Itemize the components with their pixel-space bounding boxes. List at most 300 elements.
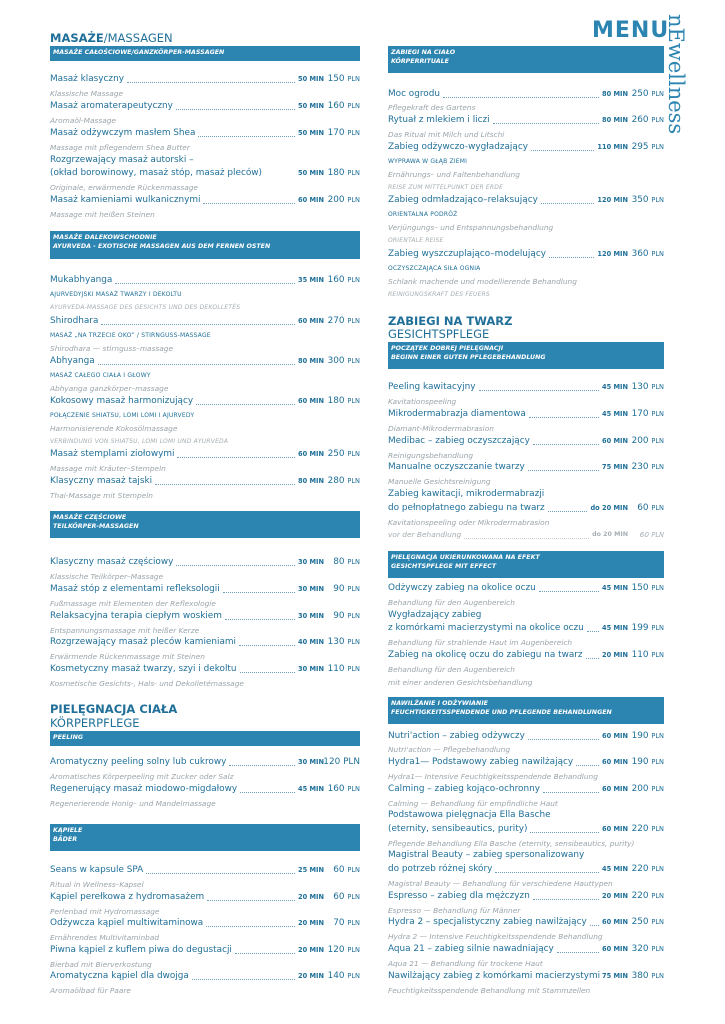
category-band xyxy=(50,511,360,538)
menu-item-price: 60 PLN xyxy=(333,892,360,902)
category-band-line: KÖRPERRITUALE xyxy=(391,57,449,65)
menu-item-name: Peeling kawitacyjny xyxy=(388,382,476,392)
menu-item-row xyxy=(388,530,664,543)
menu-item-translation: Kosmetische Gesichts-, Hals- und Dekolletémassage xyxy=(50,679,244,688)
menu-item-price: 200 PLN xyxy=(631,784,664,794)
menu-item-price: 250 PLN xyxy=(631,89,664,99)
menu-item-subtitle-translation: AYURVEDA-MASSAGE DES GESICHTS UND DES DEKOLLETÉS xyxy=(50,304,241,311)
menu-item-currency: PLN xyxy=(651,785,664,793)
menu-item-row xyxy=(50,918,360,931)
menu-item-duration: 60 MIN xyxy=(297,196,324,204)
dot-leader xyxy=(176,109,295,110)
menu-item-row xyxy=(388,623,664,636)
menu-item-price: 60 PLN xyxy=(333,865,360,875)
menu-item-currency: PLN xyxy=(651,865,664,873)
menu-item-currency: PLN xyxy=(347,102,360,110)
menu-item-duration: 45 MIN xyxy=(297,785,324,793)
dot-leader xyxy=(493,123,599,124)
menu-item-price: 199 PLN xyxy=(631,623,664,633)
menu-item-row xyxy=(388,436,664,449)
category-band xyxy=(388,342,664,369)
menu-item-row xyxy=(50,316,360,329)
menu-item-name: Nawilżający zabieg z komórkami macierzystymi xyxy=(388,971,601,981)
menu-item-row xyxy=(388,917,664,930)
menu-item-price: 120 PLN xyxy=(323,757,360,767)
menu-item-translation: Abhyanga ganzkörper–massage xyxy=(50,384,169,393)
dot-leader xyxy=(495,872,599,873)
menu-item-duration: 60 MIN xyxy=(297,450,324,458)
menu-item-price: 120 PLN xyxy=(327,945,360,955)
menu-item-duration: 75 MIN xyxy=(601,972,628,980)
menu-item-name: Relaksacyjna terapia ciepłym woskiem xyxy=(50,611,222,621)
category-band-line: GESICHTSPFLEGE MIT EFFECT xyxy=(391,562,497,570)
dot-leader xyxy=(541,203,595,204)
menu-item-row xyxy=(50,664,360,677)
menu-item-duration: 60 MIN xyxy=(601,732,628,740)
menu-item-duration: 60 MIN xyxy=(601,785,628,793)
dot-leader xyxy=(530,832,599,833)
dot-leader xyxy=(531,150,594,151)
menu-title: MENU xyxy=(592,18,670,43)
section-title-main: PIELĘGNACJA CIAŁA xyxy=(50,702,178,716)
menu-item-row xyxy=(388,891,664,904)
dot-leader xyxy=(240,792,295,793)
menu-item-translation: Aromaölbad für Paare xyxy=(50,986,131,995)
category-band-line: AYURVEDA - EXOTISCHE MASSAGEN AUS DEM FERNEN OSTEN xyxy=(53,242,271,250)
menu-item-translation: Aqua 21 — Behandlung für trockene Haut xyxy=(388,959,543,968)
menu-item-price: 90 PLN xyxy=(333,611,360,621)
menu-item-currency: PLN xyxy=(651,531,664,539)
dot-leader xyxy=(192,979,295,980)
menu-item-translation: Verjüngungs– und Entspannungsbehandlung xyxy=(388,223,554,232)
menu-item-duration: 45 MIN xyxy=(601,584,628,592)
menu-item-name: Odżywcza kąpiel multiwitaminowa xyxy=(50,918,204,928)
menu-item-name: do potrzeb różnej skóry xyxy=(388,864,493,874)
menu-item-translation: Thai-Massage mit Stempeln xyxy=(50,491,153,500)
menu-item-row xyxy=(50,865,360,878)
menu-item-row xyxy=(388,89,664,102)
menu-item-price: 160 PLN xyxy=(327,101,360,111)
category-band-line: ZABIEGI NA CIAŁO xyxy=(391,49,456,56)
menu-item-duration: 50 MIN xyxy=(297,75,324,83)
menu-item-price: 220 PLN xyxy=(631,824,664,834)
menu-item-currency: PLN xyxy=(651,825,664,833)
menu-item-currency: PLN xyxy=(347,129,360,137)
dot-leader xyxy=(206,926,295,927)
menu-item-translation: Klassische Teilkörper–Massage xyxy=(50,572,164,581)
menu-item-row xyxy=(388,503,664,516)
menu-item-translation: Diamant-Mikrodermabrasion xyxy=(388,424,494,433)
menu-item-translation: Pflegekraft des Gartens xyxy=(388,103,476,112)
menu-item-row xyxy=(388,409,664,422)
menu-item-price: 200 PLN xyxy=(327,195,360,205)
dot-leader xyxy=(576,765,599,766)
menu-item-currency: PLN xyxy=(651,116,664,124)
category-band xyxy=(50,231,360,259)
dot-leader xyxy=(203,203,295,204)
dot-leader xyxy=(98,364,295,365)
menu-item-row xyxy=(388,249,664,262)
menu-item-name-line xyxy=(50,155,360,168)
menu-item-price: 60 PLN xyxy=(637,503,664,513)
dot-leader xyxy=(239,645,295,646)
menu-item-translation: Regenerierende Honig– und Mandelmassage xyxy=(50,799,216,808)
menu-item-translation: Manuelle Gesichtsreinigung xyxy=(388,477,491,486)
dot-leader xyxy=(229,765,295,766)
menu-item-name: Kosmetyczny masaż twarzy, szyi i dekoltu xyxy=(50,664,237,674)
menu-item-translation: Nutri'action — Pflegebehandlung xyxy=(388,745,511,754)
dot-leader xyxy=(587,631,599,632)
dot-leader xyxy=(557,952,599,953)
category-band-line: TEILKÖRPER-MASSAGEN xyxy=(53,522,139,530)
menu-item-row xyxy=(388,462,664,475)
menu-item-name: Rytuał z mlekiem i liczi xyxy=(388,115,490,125)
menu-item-subtitle: POŁĄCZENIE SHIATSU, LOMI LOMI I AJURVEDY xyxy=(50,412,195,419)
menu-item-row xyxy=(50,396,360,409)
menu-item-duration: 120 MIN xyxy=(597,250,628,258)
section-title-main: MASAŻE xyxy=(50,31,104,45)
menu-item-name: Rozgrzewający masaż pleców kamieniami xyxy=(50,637,237,647)
menu-item-translation: Erwärmende Rückenmassage mit Steinen xyxy=(50,652,205,661)
category-band xyxy=(50,46,360,61)
menu-item-subtitle-translation: REINIGUNGSKRAFT DES FEUERS xyxy=(388,291,490,298)
menu-item-row xyxy=(388,142,664,155)
menu-item-duration: do 20 MIN xyxy=(590,504,628,512)
menu-item-row xyxy=(50,945,360,958)
menu-item-row xyxy=(50,611,360,624)
category-band xyxy=(50,824,360,851)
menu-item-name: (okład borowinowy, masaż stóp, masaż pleców) xyxy=(50,168,262,178)
dot-leader xyxy=(127,82,295,83)
menu-item-currency: PLN xyxy=(651,437,664,445)
menu-item-translation: Shirodhara — stirnguss–massage xyxy=(50,344,174,353)
menu-item-price: 190 PLN xyxy=(631,757,664,767)
menu-item-price: 280 PLN xyxy=(327,476,360,486)
menu-item-currency: PLN xyxy=(347,866,360,874)
menu-item-duration: 20 MIN xyxy=(297,946,324,954)
menu-item-currency: PLN xyxy=(343,757,360,767)
menu-item-price: 250 PLN xyxy=(631,917,664,927)
menu-item-currency: PLN xyxy=(347,317,360,325)
dot-leader xyxy=(240,672,295,673)
menu-item-row xyxy=(50,128,360,141)
menu-item-currency: PLN xyxy=(651,143,664,151)
menu-item-duration: 60 MIN xyxy=(297,397,324,405)
menu-item-price: 160 PLN xyxy=(327,275,360,285)
category-band-line: KĄPIELE xyxy=(53,827,83,834)
menu-item-price: 230 PLN xyxy=(631,462,664,472)
menu-item-currency: PLN xyxy=(347,665,360,673)
dot-leader xyxy=(177,457,295,458)
menu-item-price: 70 PLN xyxy=(333,918,360,928)
menu-item-subtitle-translation: ORIENTALE REISE xyxy=(388,237,444,244)
menu-item-name: Hydra1— Podstawowy zabieg nawilżający xyxy=(388,757,574,767)
menu-item-duration: 60 MIN xyxy=(601,825,628,833)
menu-item-currency: PLN xyxy=(347,169,360,177)
menu-item-translation: Kavitationspeeling xyxy=(388,397,457,406)
brand-vertical-title xyxy=(664,14,688,154)
menu-item-name: Klasyczny masaż częściowy xyxy=(50,557,174,567)
menu-item-price: 130 PLN xyxy=(327,637,360,647)
menu-item-row xyxy=(50,101,360,114)
menu-item-duration: 50 MIN xyxy=(297,169,324,177)
menu-item-name: Masaż stóp z elementami refleksologii xyxy=(50,584,220,594)
menu-item-duration: 45 MIN xyxy=(601,383,628,391)
dot-leader xyxy=(528,470,599,471)
menu-item-duration: 30 MIN xyxy=(297,758,324,766)
menu-item-row xyxy=(50,74,360,87)
menu-item-translation: Originale, erwärmende Rückenmassage xyxy=(50,183,198,192)
dot-leader xyxy=(225,619,295,620)
menu-item-duration: 20 MIN xyxy=(297,919,324,927)
menu-item-name: Magistral Beauty – zabieg spersonalizowany xyxy=(388,850,585,860)
menu-item-name-line xyxy=(388,610,664,623)
menu-item-currency: PLN xyxy=(651,410,664,418)
menu-item-duration: 80 MIN xyxy=(601,116,628,124)
menu-item-currency: PLN xyxy=(651,972,664,980)
menu-item-name: vor der Behandlung xyxy=(388,530,462,539)
menu-item-name: Podstawowa pielęgnacja Ella Basche xyxy=(388,810,551,820)
menu-item-price: 190 PLN xyxy=(631,731,664,741)
menu-item-duration: 60 MIN xyxy=(601,437,628,445)
dot-leader xyxy=(548,511,588,512)
menu-item-row xyxy=(50,557,360,570)
menu-item-subtitle-translation: REISE ZUM MITTELPUNKT DER ERDE xyxy=(388,184,504,191)
menu-item-currency: PLN xyxy=(651,758,664,766)
menu-item-price: 220 PLN xyxy=(631,891,664,901)
menu-item-price: 180 PLN xyxy=(327,396,360,406)
dot-leader xyxy=(590,925,599,926)
menu-item-row xyxy=(388,971,664,984)
menu-item-name: Mukabhyanga xyxy=(50,275,113,285)
menu-item-currency: PLN xyxy=(347,75,360,83)
menu-item-price: 180 PLN xyxy=(327,168,360,178)
dot-leader xyxy=(198,136,295,137)
menu-item-row xyxy=(50,195,360,208)
menu-item-name: Masaż odżywczym masłem Shea xyxy=(50,128,196,138)
dot-leader xyxy=(235,953,295,954)
menu-item-name: Aromatyczny peeling solny lub cukrowy xyxy=(50,757,227,767)
menu-item-translation: Hydra1— Intensive Feuchtigkeitsspendende Behandlung xyxy=(388,772,598,781)
menu-item-name: Zabieg wyszczuplająco–modelujący xyxy=(388,249,546,259)
category-band-line: POCZĄTEK DOBREJ PIELĘGNACJI xyxy=(391,345,504,352)
menu-item-name: Klasyczny masaż tajski xyxy=(50,476,153,486)
menu-item-subtitle: AJURVEDYJSKI MASAŻ TWARZY I DEKOLTU xyxy=(50,291,182,298)
menu-item-currency: PLN xyxy=(347,196,360,204)
menu-item-name: Mikrodermabrazja diamentowa xyxy=(388,409,526,419)
menu-item-name: Wygładzający zabieg xyxy=(388,610,482,620)
menu-item-name: Calming – zabieg kojąco-ochronny xyxy=(388,784,540,794)
section-title-main: ZABIEGI NA TWARZ xyxy=(388,314,513,328)
menu-item-translation: Massage mit heißen Steinen xyxy=(50,210,155,219)
category-band xyxy=(388,551,664,578)
menu-item-price: 170 PLN xyxy=(631,409,664,419)
dot-leader xyxy=(176,565,295,566)
category-band-line: FEUCHTIGKEITSSPENDENDE UND PFLEGENDE BEHANDLUNGEN xyxy=(391,708,612,716)
menu-item-translation: Das Ritual mit Milch und Litschi xyxy=(388,130,505,139)
category-band-line: BÄDER xyxy=(53,835,78,843)
menu-item-name: Abhyanga xyxy=(50,356,95,366)
menu-item-currency: PLN xyxy=(651,196,664,204)
menu-item-name: Kąpiel perełkowa z hydromasażem xyxy=(50,892,205,902)
menu-item-currency: PLN xyxy=(347,946,360,954)
menu-item-translation: Ritual in Wellness–Kapsel xyxy=(50,880,144,889)
menu-item-translation: Magistral Beauty — Behandlung für verschiedene Hauttypen xyxy=(388,879,613,888)
menu-item-translation: Behandlung für strahlende Haut im Augenbereich xyxy=(388,638,573,647)
dot-leader xyxy=(539,591,599,592)
menu-item-translation: Aromatisches Körperpeeling mit Zucker oder Salz xyxy=(50,772,234,781)
dot-leader xyxy=(479,390,599,391)
dot-leader xyxy=(586,658,599,659)
menu-item-subtitle-translation: VERBINDUNG VON SHIATSU, LOMI LOMI UND AYURVEDA xyxy=(50,438,229,445)
menu-item-currency: PLN xyxy=(651,918,664,926)
section-title-translation: GESICHTSPFLEGE xyxy=(388,327,490,341)
menu-item-row xyxy=(388,784,664,797)
menu-item-price: 90 PLN xyxy=(333,584,360,594)
menu-item-name: Regenerujący masaż miodowo-migdałowy xyxy=(50,784,238,794)
menu-item-price: 60 PLN xyxy=(639,530,664,539)
menu-item-name: Shirodhara xyxy=(50,316,99,326)
menu-item-duration: 110 MIN xyxy=(597,143,628,151)
menu-item-currency: PLN xyxy=(651,250,664,258)
menu-item-price: 380 PLN xyxy=(631,971,664,981)
menu-item-name: Moc ogrodu xyxy=(388,89,440,99)
menu-item-duration: 20 MIN xyxy=(601,892,628,900)
menu-item-duration: 20 MIN xyxy=(601,651,628,659)
menu-item-name: Zabieg kawitacji, mikrodermabrazji xyxy=(388,489,545,499)
menu-item-row xyxy=(50,971,360,984)
menu-item-currency: PLN xyxy=(651,383,664,391)
menu-item-duration: 25 MIN xyxy=(297,866,324,874)
section-title-sub: /MASSAGEN xyxy=(103,31,173,45)
menu-item-row xyxy=(50,168,360,181)
menu-item-duration: 75 MIN xyxy=(601,463,628,471)
menu-item-currency: PLN xyxy=(347,893,360,901)
dot-leader xyxy=(549,257,594,258)
menu-item-row xyxy=(388,731,664,744)
menu-item-translation: Espresso — Behandlung für Männer xyxy=(388,906,521,915)
menu-item-price: 110 PLN xyxy=(631,650,664,660)
dot-leader xyxy=(528,739,599,740)
menu-item-currency: PLN xyxy=(347,477,360,485)
menu-item-currency: PLN xyxy=(347,638,360,646)
menu-item-row xyxy=(388,824,664,837)
menu-item-name: Seans w kapsule SPA xyxy=(50,865,144,875)
menu-item-duration: 20 MIN xyxy=(297,972,324,980)
menu-item-translation: Ernährendes Multivitaminbad xyxy=(50,933,160,942)
menu-item-name-line xyxy=(388,810,664,823)
menu-item-subtitle: ORIENTALNA PODRÓŻ xyxy=(388,211,458,218)
menu-item-name: (eternity, sensibeautics, purity) xyxy=(388,824,528,834)
category-band-line: MASAŻE CZĘŚCIOWE xyxy=(53,514,127,521)
menu-item-translation: Behandlung für den Augenbereich xyxy=(388,665,515,674)
menu-item-name: Zabieg odmładzająco–relaksujący xyxy=(388,195,538,205)
menu-item-name: Aromatyczna kąpiel dla dwojga xyxy=(50,971,189,981)
menu-item-price: 80 PLN xyxy=(333,557,360,567)
section-title xyxy=(50,702,177,716)
menu-item-currency: PLN xyxy=(347,972,360,980)
menu-item-name: Masaż aromaterapeutyczny xyxy=(50,101,173,111)
menu-item-name: Manualne oczyszczanie twarzy xyxy=(388,462,525,472)
menu-item-price: 300 PLN xyxy=(327,356,360,366)
menu-item-currency: PLN xyxy=(651,504,664,512)
menu-item-translation: Hydra 2 — Intensive Feuchtigkeitsspendende Behandlung xyxy=(388,932,603,941)
dot-leader xyxy=(155,484,295,485)
menu-item-translation: Kavitationspeeling oder Mikrodermabrasion xyxy=(388,518,550,527)
menu-item-translation: Pflegende Behandlung Ella Basche (eternity, sensibeautics, purity) xyxy=(388,839,635,848)
menu-item-duration: 30 MIN xyxy=(297,558,324,566)
menu-item-currency: PLN xyxy=(347,612,360,620)
category-band-line: NAWILŻANIE I ODŻYWIANIE xyxy=(391,700,488,707)
menu-item-currency: PLN xyxy=(347,450,360,458)
menu-item-duration: 120 MIN xyxy=(597,196,628,204)
menu-item-name: Espresso – zabieg dla mężczyzn xyxy=(388,891,530,901)
dot-leader xyxy=(196,404,295,405)
menu-item-translation: Massage mit Kräuter–Stempeln xyxy=(50,464,166,473)
menu-item-price: 170 PLN xyxy=(327,128,360,138)
category-band-line: MASAŻE CAŁOŚCIOWE/GANZKÖRPER-MASSAGEN xyxy=(53,49,225,56)
menu-item-duration: 20 MIN xyxy=(297,893,324,901)
menu-item-duration: 60 MIN xyxy=(601,758,628,766)
menu-item-translation: Fußmassage mit Elementen der Reflexologie xyxy=(50,599,216,608)
menu-item-translation: Massage mit pflegendem Shea Butter xyxy=(50,143,190,152)
dot-leader xyxy=(464,538,589,539)
menu-item-name-line xyxy=(388,850,664,863)
menu-item-price: 295 PLN xyxy=(631,142,664,152)
menu-item-translation: Entspannungsmassage mit heißer Kerze xyxy=(50,626,200,635)
dot-leader xyxy=(115,283,295,284)
brand-name: nEwellness xyxy=(664,14,688,135)
menu-item-price: 350 PLN xyxy=(631,195,664,205)
menu-item-duration: 30 MIN xyxy=(297,585,324,593)
menu-item-subtitle: WYPRAWA W GŁĄB ZIEMI xyxy=(388,158,468,165)
menu-item-price: 220 PLN xyxy=(631,864,664,874)
menu-item-name: Zabieg odżywczo-wygładzający xyxy=(388,142,528,152)
menu-item-currency: PLN xyxy=(347,785,360,793)
menu-item-row xyxy=(50,892,360,905)
dot-leader xyxy=(543,792,599,793)
dot-leader xyxy=(443,97,599,98)
menu-item-subtitle: OCZYSZCZAJĄCA SIŁA OGNIA xyxy=(388,265,481,272)
menu-item-currency: PLN xyxy=(347,357,360,365)
category-band xyxy=(388,697,664,724)
menu-item-currency: PLN xyxy=(347,397,360,405)
menu-item-row xyxy=(50,449,360,462)
menu-item-translation: Calming — Behandlung für empfindliche Haut xyxy=(388,799,558,808)
menu-item-duration: 30 MIN xyxy=(297,612,324,620)
menu-item-name: Odżywczy zabieg na okolice oczu xyxy=(388,583,536,593)
menu-item-row xyxy=(50,757,360,770)
menu-item-name: Zabieg na okolicę oczu do zabiegu na twarz xyxy=(388,650,583,660)
menu-item-duration: 35 MIN xyxy=(297,276,324,284)
menu-item-price: 360 PLN xyxy=(631,249,664,259)
menu-item-translation: Reinigungsbehandlung xyxy=(388,451,474,460)
menu-item-duration: 80 MIN xyxy=(297,357,324,365)
menu-item-row xyxy=(388,195,664,208)
menu-item-duration: 60 MIN xyxy=(297,317,324,325)
menu-item-price: 250 PLN xyxy=(327,449,360,459)
menu-item-price: 270 PLN xyxy=(327,316,360,326)
menu-item-translation: Feuchtigkeitsspendende Behandlung mit Stammzellen xyxy=(388,986,591,995)
menu-item-duration: 50 MIN xyxy=(297,102,324,110)
menu-item-row xyxy=(388,650,664,663)
menu-item-currency: PLN xyxy=(651,651,664,659)
menu-item-currency: PLN xyxy=(651,892,664,900)
category-band-line: MASAŻE DALEKOWSCHODNIE xyxy=(53,234,157,241)
category-band xyxy=(388,46,664,73)
menu-item-row xyxy=(50,584,360,597)
dot-leader xyxy=(101,324,295,325)
